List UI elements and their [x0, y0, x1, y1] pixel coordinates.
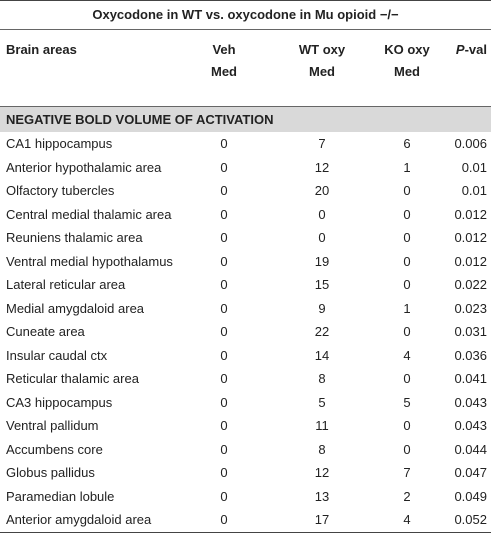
- cell-brain-area: Anterior hypothalamic area: [6, 159, 162, 175]
- cell-spacer: [437, 414, 445, 438]
- cell-veh-med: 0: [220, 441, 228, 457]
- cell-brain-area: Ventral medial hypothalamus: [6, 253, 173, 269]
- cell-p-value: 0.044: [454, 441, 487, 457]
- cell-veh-med: 0: [220, 277, 228, 293]
- cell-ko-oxy-med: 0: [403, 371, 411, 387]
- cell-spacer: [243, 414, 292, 438]
- table-row: [0, 508, 491, 532]
- cell-ko-oxy-med: 4: [403, 347, 411, 363]
- cell-veh-med: 0: [220, 159, 228, 175]
- table-row: [0, 438, 491, 462]
- cell-wt-oxy-med: 0: [318, 206, 326, 222]
- cell-wt-oxy-med: 12: [314, 159, 330, 175]
- cell-brain-area: Reticular thalamic area: [6, 371, 139, 387]
- cell-spacer: [243, 156, 292, 180]
- cell-brain-area: Reuniens thalamic area: [6, 230, 143, 246]
- cell-spacer: [352, 391, 377, 415]
- cell-veh-med: 0: [220, 371, 228, 387]
- cell-spacer: [352, 438, 377, 462]
- cell-spacer: [437, 320, 445, 344]
- cell-ko-oxy-med: 2: [403, 488, 411, 504]
- cell-ko-oxy-med: 1: [403, 300, 411, 316]
- cell-spacer: [243, 485, 292, 509]
- table-row: [0, 320, 491, 344]
- header-ko-oxy: KO oxy: [384, 42, 430, 57]
- table-row: [0, 391, 491, 415]
- cell-spacer: [437, 250, 445, 274]
- cell-veh-med: 0: [220, 465, 228, 481]
- table-row: [0, 250, 491, 274]
- cell-p-value: 0.052: [454, 512, 487, 528]
- table-row: [0, 367, 491, 391]
- cell-spacer: [243, 132, 292, 156]
- cell-wt-oxy-med: 17: [314, 512, 330, 528]
- cell-spacer: [243, 438, 292, 462]
- cell-ko-oxy-med: 0: [403, 206, 411, 222]
- cell-spacer: [243, 320, 292, 344]
- cell-spacer: [437, 156, 445, 180]
- cell-brain-area: CA1 hippocampus: [6, 136, 113, 152]
- cell-p-value: 0.022: [454, 277, 487, 293]
- cell-spacer: [352, 203, 377, 227]
- cell-veh-med: 0: [220, 488, 228, 504]
- cell-spacer: [352, 226, 377, 250]
- cell-brain-area: Globus pallidus: [6, 465, 95, 481]
- cell-wt-oxy-med: 22: [314, 324, 330, 340]
- cell-spacer: [352, 414, 377, 438]
- header-wt-oxy-med: Med: [309, 64, 335, 79]
- cell-spacer: [243, 179, 292, 203]
- cell-spacer: [437, 391, 445, 415]
- cell-ko-oxy-med: 0: [403, 183, 411, 199]
- cell-spacer: [437, 297, 445, 321]
- cell-spacer: [243, 461, 292, 485]
- cell-spacer: [243, 297, 292, 321]
- header-wt-oxy: WT oxy: [298, 42, 346, 57]
- cell-spacer: [352, 508, 377, 532]
- table-row: [0, 344, 491, 368]
- cell-p-value: 0.012: [454, 206, 487, 222]
- cell-spacer: [437, 485, 445, 509]
- header-p-value: [445, 42, 487, 57]
- cell-p-value: 0.023: [454, 300, 487, 316]
- table-row: [0, 226, 491, 250]
- cell-wt-oxy-med: 5: [318, 394, 326, 410]
- cell-brain-area: Medial amygdaloid area: [6, 300, 145, 316]
- cell-veh-med: 0: [220, 253, 228, 269]
- cell-veh-med: 0: [220, 347, 228, 363]
- table-row: [0, 179, 491, 203]
- cell-brain-area: Anterior amygdaloid area: [6, 512, 152, 528]
- cell-spacer: [352, 250, 377, 274]
- table-row: [0, 203, 491, 227]
- cell-ko-oxy-med: 5: [403, 394, 411, 410]
- cell-ko-oxy-med: 0: [403, 418, 411, 434]
- cell-p-value: 0.012: [454, 230, 487, 246]
- cell-spacer: [352, 320, 377, 344]
- table-row: [0, 485, 491, 509]
- cell-wt-oxy-med: 19: [314, 253, 330, 269]
- cell-ko-oxy-med: 0: [403, 277, 411, 293]
- cell-p-value: 0.012: [454, 253, 487, 269]
- cell-spacer: [437, 367, 445, 391]
- cell-spacer: [352, 156, 377, 180]
- cell-spacer: [352, 461, 377, 485]
- cell-spacer: [243, 273, 292, 297]
- cell-p-value: 0.01: [461, 159, 487, 175]
- cell-wt-oxy-med: 8: [318, 371, 326, 387]
- header-veh-med: Med: [211, 64, 237, 79]
- cell-spacer: [243, 391, 292, 415]
- cell-spacer: [352, 344, 377, 368]
- cell-ko-oxy-med: 7: [403, 465, 411, 481]
- cell-spacer: [352, 132, 377, 156]
- cell-spacer: [437, 179, 445, 203]
- cell-spacer: [352, 297, 377, 321]
- table-row: [0, 461, 491, 485]
- header-p-suffix: -val: [464, 42, 487, 57]
- header-veh: Veh: [212, 42, 236, 57]
- table-row: [0, 132, 491, 156]
- table-header: [0, 30, 491, 107]
- cell-veh-med: 0: [220, 394, 228, 410]
- cell-ko-oxy-med: 0: [403, 441, 411, 457]
- cell-veh-med: 0: [220, 206, 228, 222]
- cell-spacer: [352, 273, 377, 297]
- cell-brain-area: Olfactory tubercles: [6, 183, 115, 199]
- cell-veh-med: 0: [220, 512, 228, 528]
- cell-spacer: [243, 203, 292, 227]
- cell-wt-oxy-med: 8: [318, 441, 326, 457]
- cell-p-value: 0.01: [461, 183, 487, 199]
- cell-p-value: 0.049: [454, 488, 487, 504]
- cell-brain-area: Cuneate area: [6, 324, 85, 340]
- cell-veh-med: 0: [220, 230, 228, 246]
- cell-spacer: [437, 273, 445, 297]
- header-p-italic: P: [455, 42, 465, 57]
- cell-spacer: [437, 226, 445, 250]
- cell-brain-area: Ventral pallidum: [6, 418, 99, 434]
- table-body: [0, 132, 491, 533]
- cell-spacer: [437, 344, 445, 368]
- cell-wt-oxy-med: 14: [314, 347, 330, 363]
- cell-wt-oxy-med: 9: [318, 300, 326, 316]
- cell-spacer: [243, 226, 292, 250]
- cell-p-value: 0.031: [454, 324, 487, 340]
- cell-p-value: 0.043: [454, 418, 487, 434]
- cell-veh-med: 0: [220, 183, 228, 199]
- cell-veh-med: 0: [220, 418, 228, 434]
- cell-p-value: 0.041: [454, 371, 487, 387]
- cell-brain-area: CA3 hippocampus: [6, 394, 113, 410]
- cell-wt-oxy-med: 13: [314, 488, 330, 504]
- cell-wt-oxy-med: 12: [314, 465, 330, 481]
- cell-veh-med: 0: [220, 300, 228, 316]
- cell-wt-oxy-med: 15: [314, 277, 330, 293]
- cell-brain-area: Lateral reticular area: [6, 277, 126, 293]
- table-row: [0, 297, 491, 321]
- cell-brain-area: Central medial thalamic area: [6, 206, 172, 222]
- cell-p-value: 0.043: [454, 394, 487, 410]
- header-ko-oxy-med: Med: [394, 64, 420, 79]
- cell-spacer: [243, 250, 292, 274]
- cell-p-value: 0.006: [454, 136, 487, 152]
- cell-spacer: [352, 485, 377, 509]
- header-brain-areas: Brain areas: [6, 42, 77, 57]
- cell-ko-oxy-med: 1: [403, 159, 411, 175]
- cell-brain-area: Accumbens core: [6, 441, 103, 457]
- cell-p-value: 0.036: [454, 347, 487, 363]
- cell-spacer: [437, 203, 445, 227]
- cell-brain-area: Insular caudal ctx: [6, 347, 108, 363]
- cell-ko-oxy-med: 0: [403, 253, 411, 269]
- cell-ko-oxy-med: 0: [403, 324, 411, 340]
- cell-spacer: [437, 132, 445, 156]
- cell-wt-oxy-med: 0: [318, 230, 326, 246]
- cell-p-value: 0.047: [454, 465, 487, 481]
- cell-wt-oxy-med: 11: [315, 418, 329, 434]
- cell-spacer: [437, 461, 445, 485]
- cell-veh-med: 0: [220, 136, 228, 152]
- section-title: NEGATIVE BOLD VOLUME OF ACTIVATION: [0, 107, 491, 132]
- cell-brain-area: Paramedian lobule: [6, 488, 115, 504]
- table-row: [0, 273, 491, 297]
- cell-spacer: [352, 179, 377, 203]
- cell-spacer: [243, 508, 292, 532]
- cell-spacer: [243, 367, 292, 391]
- cell-spacer: [437, 508, 445, 532]
- table-row: [0, 156, 491, 180]
- cell-veh-med: 0: [220, 324, 228, 340]
- table-caption: Oxycodone in WT vs. oxycodone in Mu opioid −/−: [0, 0, 491, 30]
- cell-ko-oxy-med: 6: [403, 136, 411, 152]
- cell-spacer: [243, 344, 292, 368]
- cell-spacer: [437, 438, 445, 462]
- cell-wt-oxy-med: 20: [314, 183, 330, 199]
- cell-spacer: [352, 367, 377, 391]
- table-row: [0, 414, 491, 438]
- cell-ko-oxy-med: 0: [403, 230, 411, 246]
- cell-ko-oxy-med: 4: [403, 512, 411, 528]
- cell-wt-oxy-med: 7: [318, 136, 326, 152]
